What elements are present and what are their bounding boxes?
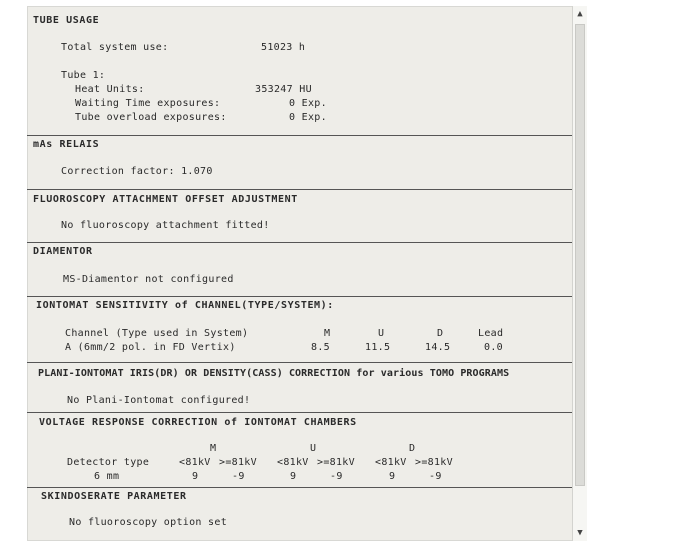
overload-value: 0 Exp. [289, 112, 327, 123]
voltage-column-u-header: U [310, 443, 317, 454]
section-title-fluoro-offset: FLUOROSCOPY ATTACHMENT OFFSET ADJUSTMENT [33, 194, 298, 205]
column-lead-header: Lead [478, 328, 504, 339]
divider [27, 362, 573, 363]
diamentor-message: MS-Diamentor not configured [63, 274, 234, 285]
u-ge81-value: -9 [330, 471, 343, 482]
heat-units-label: Heat Units: [75, 84, 145, 95]
channel-row-label: A (6mm/2 pol. in FD Vertix) [65, 342, 236, 353]
column-d-header: D [437, 328, 444, 339]
value-m: 8.5 [311, 342, 330, 353]
detector-size: 6 mm [94, 471, 120, 482]
divider [27, 135, 573, 136]
column-m-header: M [324, 328, 331, 339]
section-title-iontomat-sensitivity: IONTOMAT SENSITIVITY of CHANNEL(TYPE/SYSTEM): [36, 300, 334, 311]
voltage-column-d-header: D [409, 443, 416, 454]
scroll-down-arrow-icon[interactable]: ▼ [577, 528, 583, 538]
scroll-thumb[interactable] [575, 24, 585, 486]
m-ge81-header: >=81kV [219, 457, 257, 468]
scroll-up-arrow-icon[interactable]: ▲ [577, 9, 583, 19]
u-lt81-header: <81kV [277, 457, 309, 468]
section-title-tube-usage: TUBE USAGE [33, 15, 100, 26]
waiting-time-value: 0 Exp. [289, 98, 327, 109]
section-title-skin-dose: SKINDOSERATE PARAMETER [41, 491, 187, 502]
skin-dose-message: No fluoroscopy option set [69, 517, 228, 528]
value-u: 11.5 [365, 342, 391, 353]
tube1-label: Tube 1: [61, 70, 106, 81]
total-system-use-label: Total system use: [61, 42, 169, 53]
detector-type-label: Detector type [67, 457, 150, 468]
channel-label: Channel (Type used in System) [65, 328, 249, 339]
voltage-column-m-header: M [210, 443, 217, 454]
d-lt81-value: 9 [389, 471, 396, 482]
column-u-header: U [378, 328, 385, 339]
value-lead: 0.0 [484, 342, 503, 353]
fluoro-offset-message: No fluoroscopy attachment fitted! [61, 220, 270, 231]
section-title-plani-iontomat: PLANI-IONTOMAT IRIS(DR) OR DENSITY(CASS) CORRECTION for various TOMO PROGRAMS [38, 368, 510, 379]
divider [27, 242, 573, 243]
u-lt81-value: 9 [290, 471, 297, 482]
d-ge81-value: -9 [429, 471, 442, 482]
report-content [27, 6, 573, 541]
section-title-diamentor: DIAMENTOR [33, 246, 93, 257]
service-report-window [27, 6, 587, 541]
section-title-voltage-response: VOLTAGE RESPONSE CORRECTION of IONTOMAT CHAMBERS [39, 417, 357, 428]
m-lt81-value: 9 [192, 471, 199, 482]
divider [27, 296, 573, 297]
waiting-time-label: Waiting Time exposures: [75, 98, 221, 109]
vertical-scrollbar[interactable] [572, 6, 587, 541]
correction-factor: Correction factor: 1.070 [61, 166, 213, 177]
section-title-mas-relais: mAs RELAIS [33, 139, 100, 150]
u-ge81-header: >=81kV [317, 457, 355, 468]
divider [27, 189, 573, 190]
value-d: 14.5 [425, 342, 451, 353]
overload-label: Tube overload exposures: [75, 112, 227, 123]
m-lt81-header: <81kV [179, 457, 211, 468]
d-ge81-header: >=81kV [415, 457, 453, 468]
d-lt81-header: <81kV [375, 457, 407, 468]
divider [27, 487, 573, 488]
total-system-use-value: 51023 h [261, 42, 306, 53]
heat-units-value: 353247 HU [255, 84, 312, 95]
plani-iontomat-message: No Plani-Iontomat configured! [67, 395, 251, 406]
m-ge81-value: -9 [232, 471, 245, 482]
divider [27, 412, 573, 413]
